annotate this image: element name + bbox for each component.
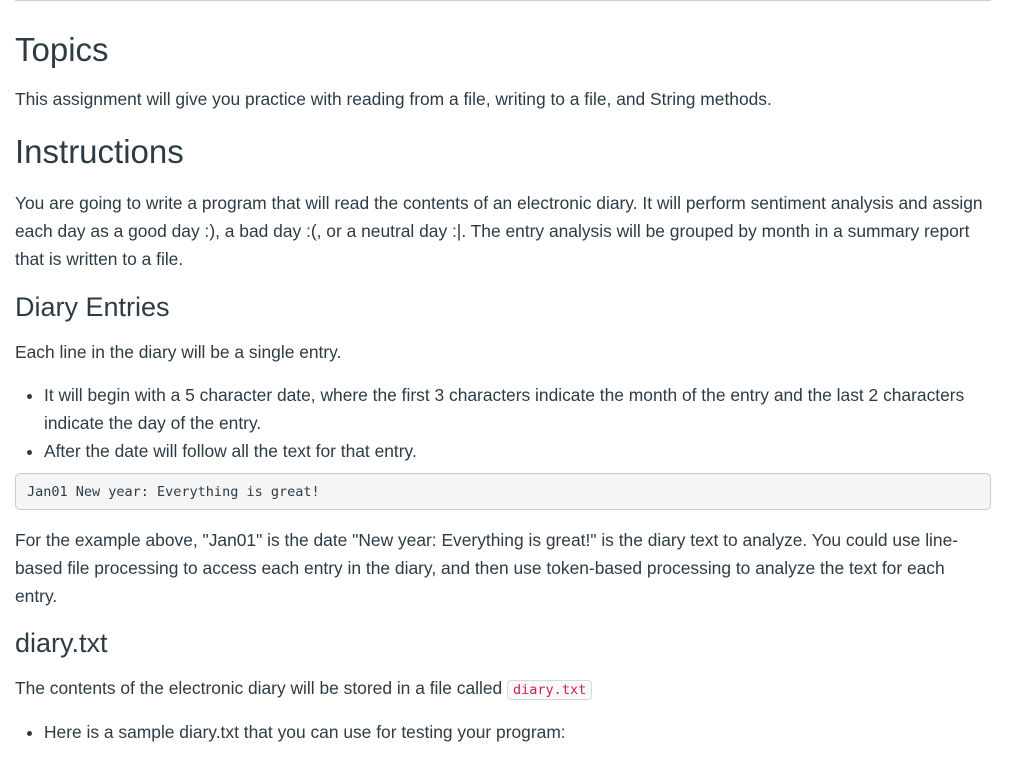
instructions-heading: Instructions <box>15 132 184 170</box>
assignment-content <box>15 0 991 746</box>
example-explanation: For the example above, "Jan01" is the date "New year: Everything is great!" is the diary text to analyze. You could use line-based file processing to access each entry in the diary, and then use token-based processing to analyze the text for each entry. <box>15 529 959 606</box>
diary-txt-text <box>15 674 991 704</box>
diary-entries-heading: Diary Entries <box>15 292 170 323</box>
instructions-text: You are going to write a program that will read the contents of an electronic diary. It will perform sentiment analysis and assign each day as a good day :), a bad day :(, or a neutral day :|. The entry analysis will be grouped by month in a summary report that is written to a file. <box>15 193 983 270</box>
diary-entries-bullets <box>15 381 991 465</box>
diary-txt-text-before: The contents of the electronic diary will be stored in a file called <box>15 677 503 698</box>
diary-txt-heading: diary.txt <box>15 627 108 658</box>
top-divider <box>15 0 991 1</box>
topics-text: This assignment will give you practice with reading from a file, writing to a file, and String methods. <box>15 88 772 109</box>
list-item: • It will begin with a 5 character date, where the first 3 characters indicate the month of the entry and the last 2 characters indicate the day of the entry. <box>44 381 991 437</box>
diary-txt-bullets <box>15 718 991 746</box>
diary-entries-intro: Each line in the diary will be a single entry. <box>15 341 342 362</box>
list-item: • Here is a sample diary.txt that you can use for testing your program: <box>44 718 991 746</box>
topics-heading: Topics <box>15 31 109 68</box>
filename-code: diary.txt <box>507 680 592 700</box>
code-example: Jan01 New year: Everything is great! <box>15 473 991 510</box>
list-item: • After the date will follow all the text for that entry. <box>44 437 991 465</box>
